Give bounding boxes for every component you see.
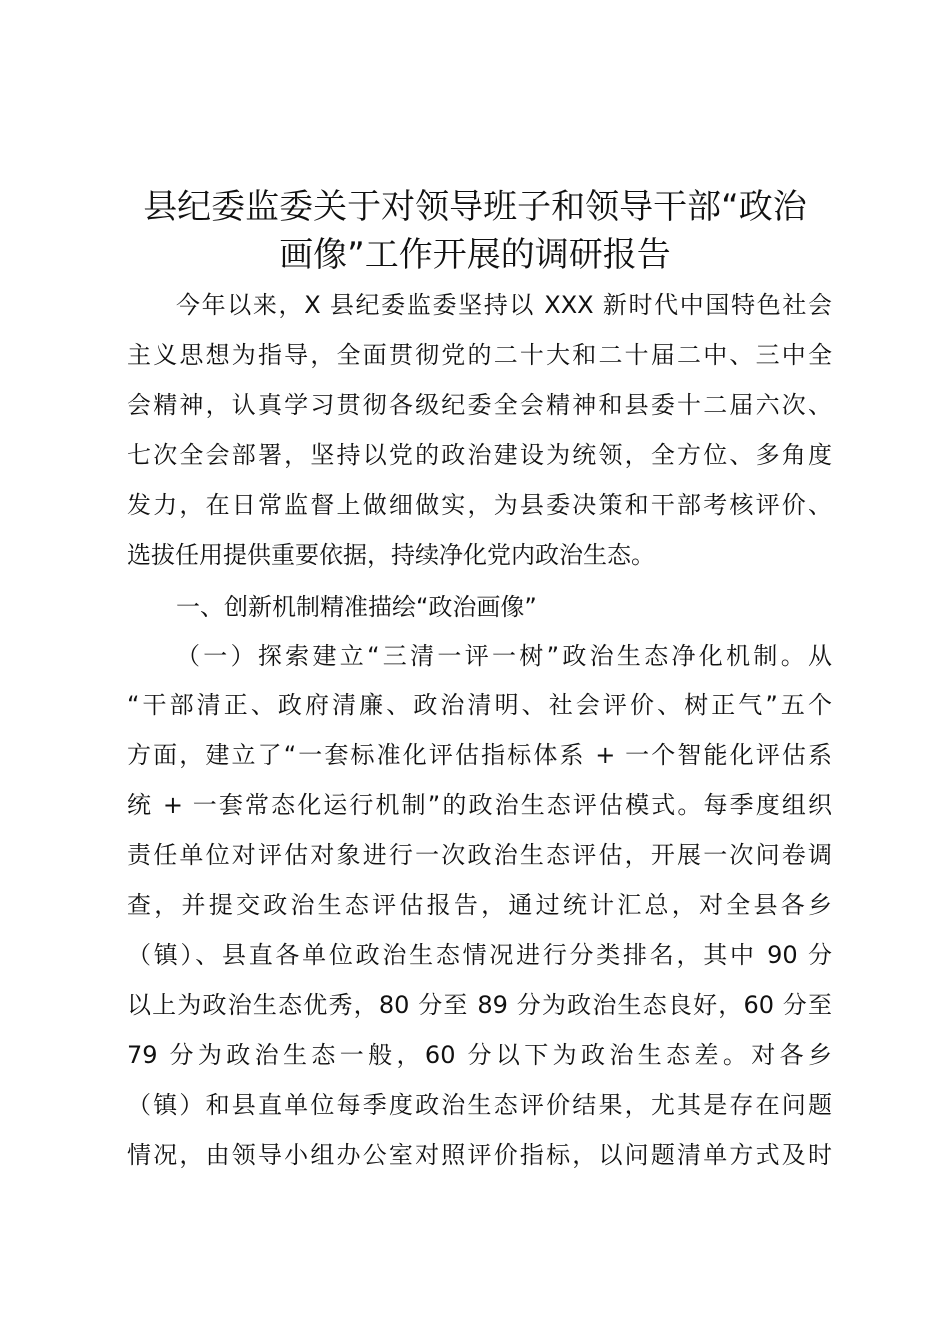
paragraph-1-line-1: 今年以来，X 县纪委监委坚持以 XXX 新时代中国特色社会 [176, 291, 832, 319]
paragraph-2-line-3: 方面，建立了“一套标准化评估指标体系 + 一个智能化评估系 [127, 741, 832, 769]
paragraph-1-line-6: 选拔任用提供重要依据，持续净化党内政治生态。 [127, 541, 655, 569]
paragraph-2-line-5: 责任单位对评估对象进行一次政治生态评估，开展一次问卷调 [127, 841, 832, 869]
paragraph-2-line-1: （一）探索建立“三清一评一树”政治生态净化机制。从 [176, 642, 832, 670]
paragraph-2-line-2: “干部清正、政府清廉、政治清明、社会评价、树正气”五个 [127, 691, 832, 719]
section-heading-1: 一、创新机制精准描绘“政治画像” [176, 593, 537, 621]
paragraph-1-line-2: 主义思想为指导，全面贯彻党的二十大和二十届二中、三中全 [127, 341, 832, 369]
paragraph-2-line-11: 情况，由领导小组办公室对照评价指标，以问题清单方式及时 [127, 1141, 832, 1169]
paragraph-2-line-4: 统 + 一套常态化运行机制”的政治生态评估模式。每季度组织 [127, 791, 832, 819]
paragraph-2-line-8: 以上为政治生态优秀，80 分至 89 分为政治生态良好，60 分至 [127, 991, 832, 1019]
paragraph-1-line-4: 七次全会部署，坚持以党的政治建设为统领，全方位、多角度 [127, 441, 832, 469]
paragraph-2-line-10: （镇）和县直单位每季度政治生态评价结果，尤其是存在问题 [127, 1091, 832, 1119]
paragraph-2-line-6: 查，并提交政治生态评估报告，通过统计汇总，对全县各乡 [127, 891, 832, 919]
document-title-line-1: 县纪委监委关于对领导班子和领导干部“政治 [143, 187, 807, 227]
paragraph-2-line-9: 79 分为政治生态一般，60 分以下为政治生态差。对各乡 [127, 1041, 832, 1069]
paragraph-2-line-7: （镇）、县直各单位政治生态情况进行分类排名，其中 90 分 [127, 941, 832, 969]
paragraph-1-line-3: 会精神，认真学习贯彻各级纪委全会精神和县委十二届六次、 [127, 391, 832, 419]
paragraph-1-line-5: 发力，在日常监督上做细做实，为县委决策和干部考核评价、 [127, 491, 832, 519]
document-title-line-2: 画像”工作开展的调研报告 [279, 235, 671, 275]
